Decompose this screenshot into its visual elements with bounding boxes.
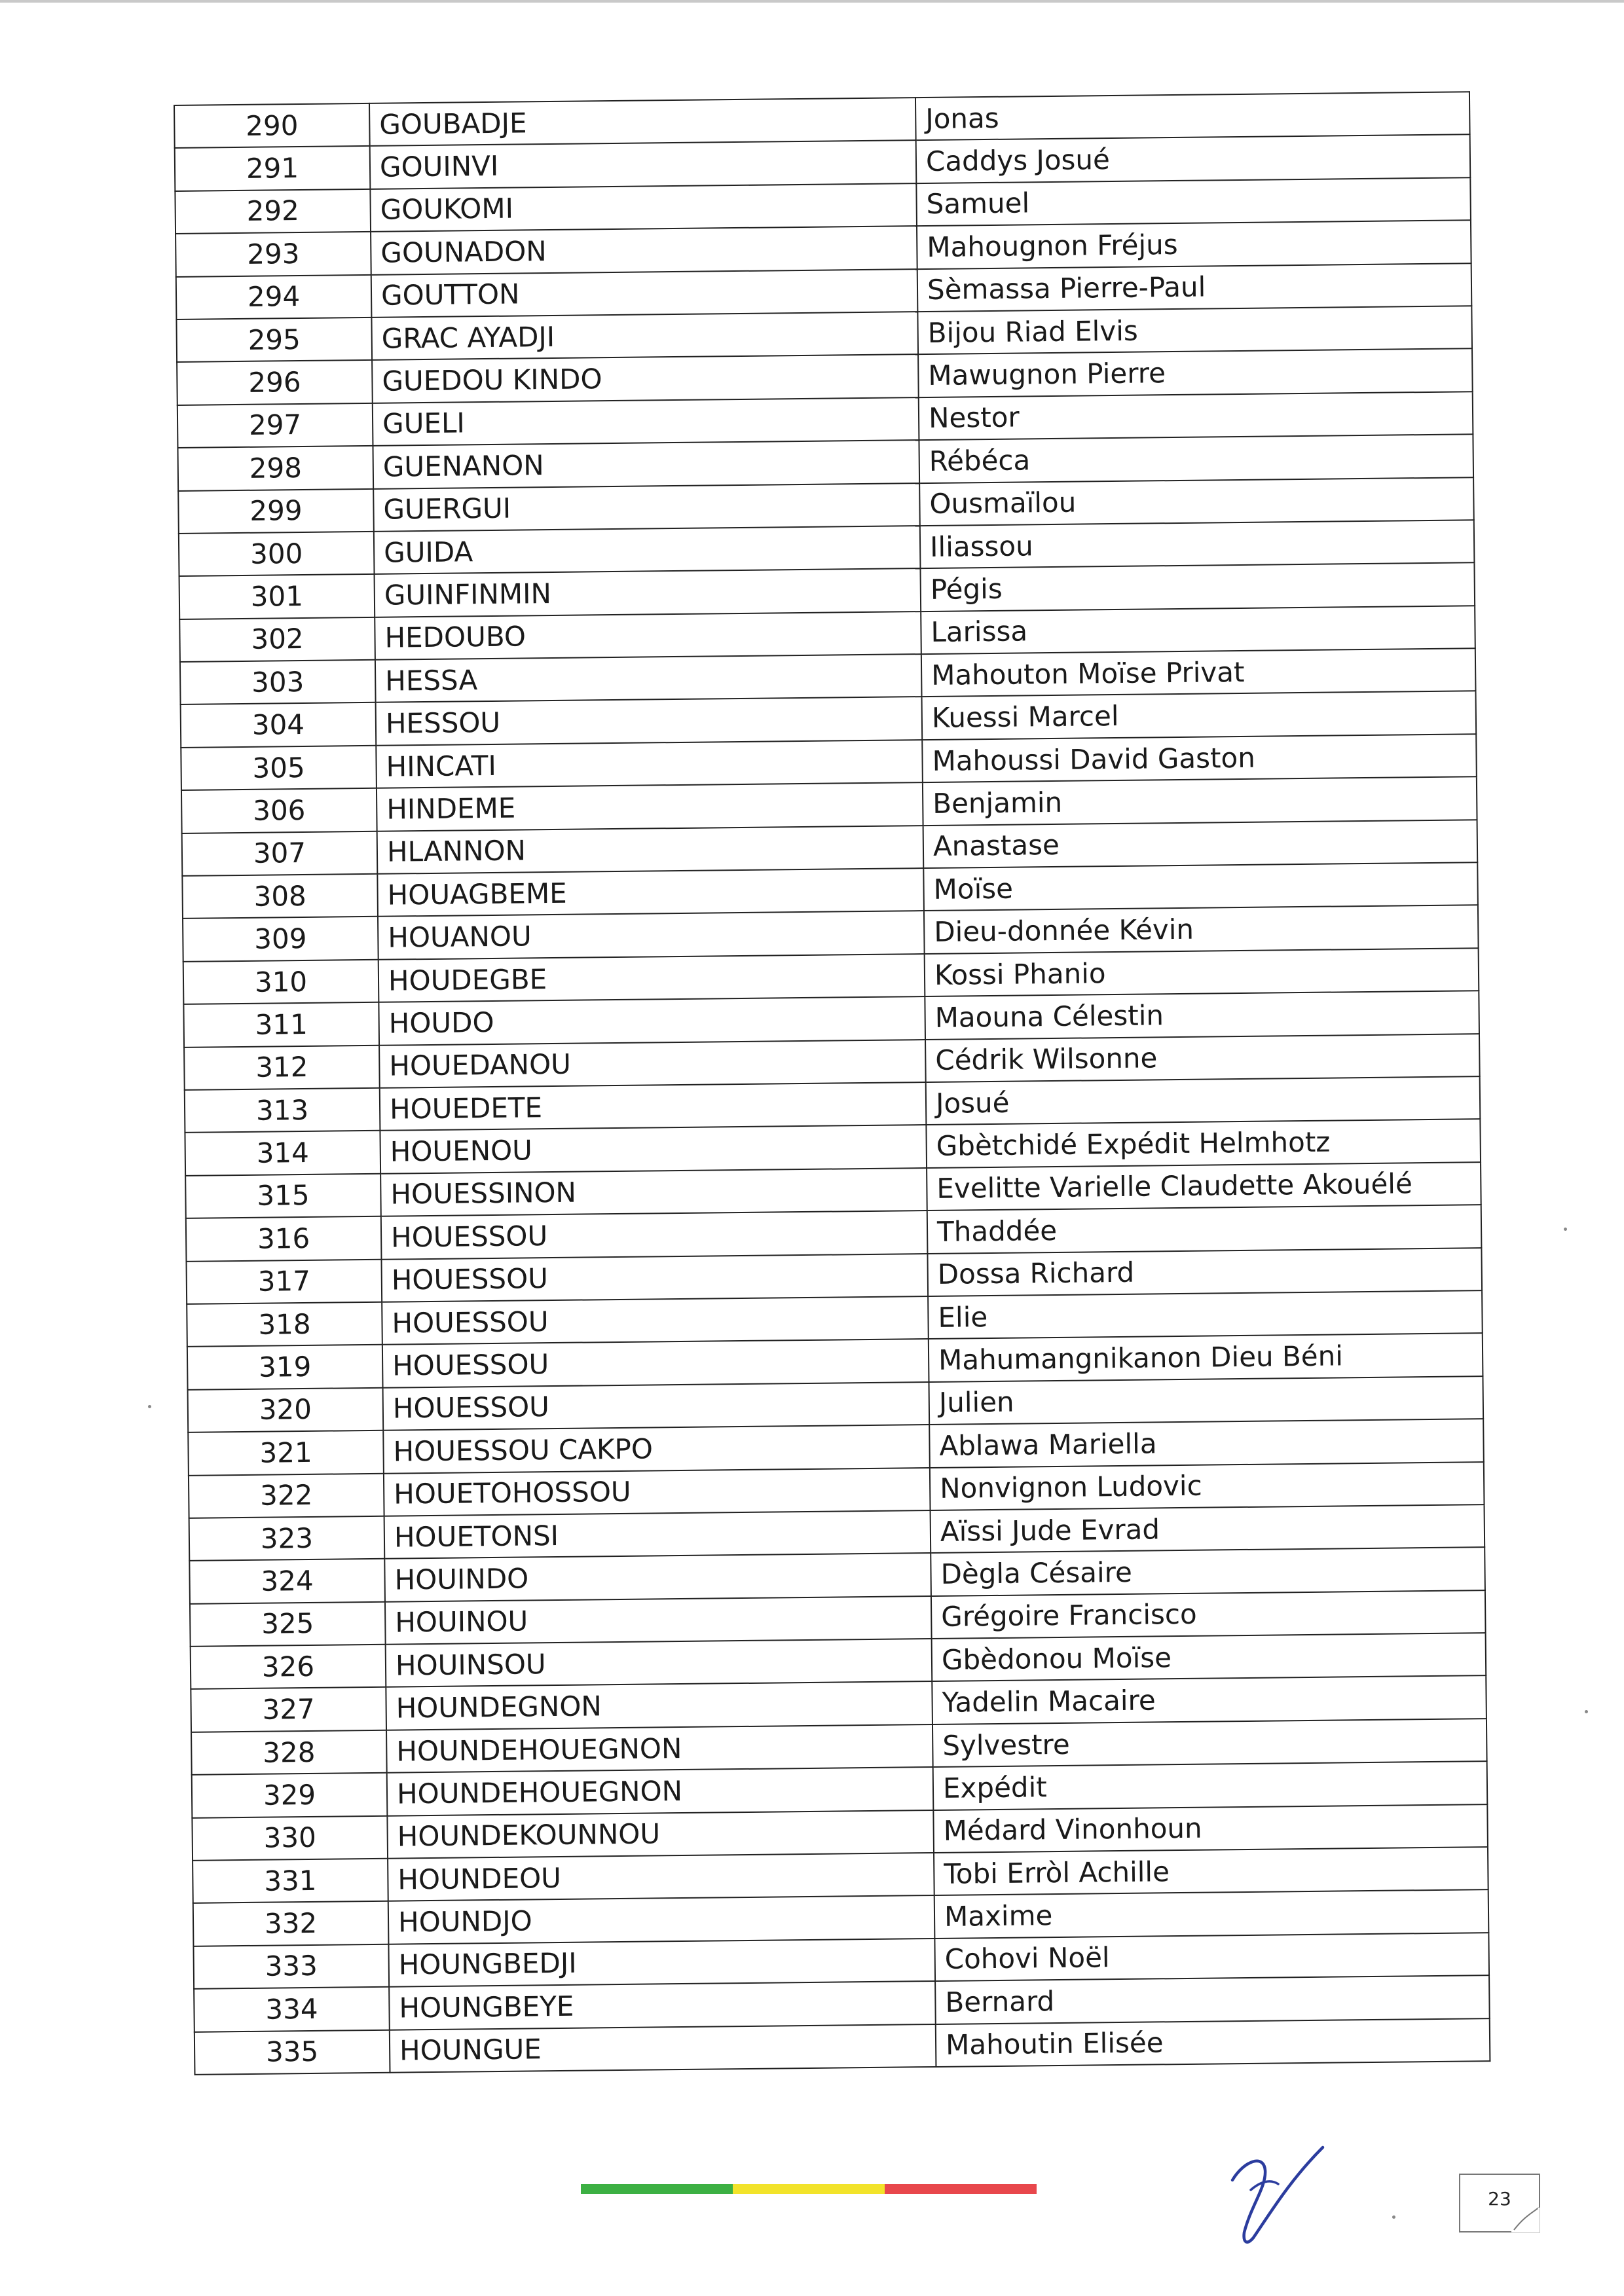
last-name-cell: HOUESSOU	[382, 1296, 929, 1345]
entry-number-cell: 323	[189, 1516, 385, 1561]
first-names-cell: Maouna Célestin	[925, 991, 1479, 1039]
first-names-cell: Mawugnon Pierre	[918, 349, 1473, 397]
first-names-cell: Pégis	[920, 563, 1475, 611]
first-names-cell: Dossa Richard	[927, 1248, 1482, 1296]
flag-green-stripe	[581, 2184, 733, 2194]
first-names-cell: Sylvestre	[932, 1719, 1487, 1767]
first-names-cell: Caddys Josué	[916, 135, 1471, 183]
entry-number-cell: 334	[194, 1987, 390, 2032]
first-names-cell: Cohovi Noël	[934, 1933, 1489, 1981]
scan-speck	[1564, 1228, 1567, 1231]
entry-number-cell: 330	[192, 1815, 388, 1861]
entry-number-cell: 325	[190, 1601, 386, 1647]
first-names-cell: Kuessi Marcel	[922, 691, 1477, 740]
last-name-cell: GOUINVI	[370, 141, 917, 189]
signature-initials	[1225, 2141, 1329, 2252]
entry-number-cell: 309	[183, 917, 378, 962]
page-number: 23	[1488, 2188, 1511, 2210]
last-name-cell: GUEDOU KINDO	[372, 354, 919, 403]
last-name-cell: GUENANON	[373, 440, 919, 488]
last-name-cell: GOUNADON	[371, 226, 917, 274]
entry-number-cell: 300	[179, 532, 375, 577]
first-names-cell: Nonvignon Ludovic	[930, 1462, 1485, 1510]
first-names-cell: Jonas	[915, 92, 1470, 140]
first-names-cell: Bijou Riad Elvis	[917, 306, 1472, 354]
first-names-cell: Elie	[928, 1290, 1483, 1339]
last-name-cell: HOUNGBEDJI	[388, 1939, 935, 1987]
entry-number-cell: 297	[177, 403, 373, 448]
first-names-cell: Mahumangnikanon Dieu Béni	[929, 1334, 1483, 1382]
last-name-cell: HOUNDEHOUEGNON	[386, 1724, 933, 1773]
flag-yellow-stripe	[733, 2184, 885, 2194]
first-names-cell: Kossi Phanio	[925, 948, 1479, 996]
last-name-cell: HESSOU	[376, 697, 923, 746]
first-names-cell: Rébéca	[919, 434, 1473, 483]
first-names-cell: Maxime	[934, 1890, 1489, 1939]
entry-number-cell: 308	[182, 874, 378, 919]
last-name-cell: HOUESSOU	[382, 1339, 929, 1387]
entry-number-cell: 296	[177, 360, 373, 405]
last-name-cell: HINDEME	[377, 782, 923, 831]
first-names-cell: Mahoutin Elisée	[936, 2018, 1490, 2067]
first-names-cell: Ablawa Mariella	[929, 1419, 1484, 1467]
first-names-cell: Ousmaïlou	[919, 477, 1474, 526]
last-name-cell: HOUDEGBE	[378, 954, 925, 1002]
first-names-cell: Evelitte Varielle Claudette Akouélé	[927, 1162, 1481, 1211]
entry-number-cell: 315	[185, 1174, 381, 1219]
last-name-cell: HOUNGUE	[390, 2024, 936, 2073]
last-name-cell: HOUNDJO	[388, 1895, 935, 1944]
last-name-cell: HINCATI	[376, 740, 923, 788]
first-names-cell: Larissa	[921, 606, 1475, 654]
first-names-cell: Sèmassa Pierre-Paul	[917, 263, 1472, 312]
last-name-cell: HOUENOU	[380, 1125, 927, 1173]
last-name-cell: HOUNDEGNON	[386, 1681, 932, 1730]
entry-number-cell: 291	[175, 146, 371, 191]
entry-number-cell: 302	[179, 617, 375, 663]
first-names-cell: Dieu-donnée Kévin	[924, 905, 1479, 954]
last-name-cell: GUINFINMIN	[375, 568, 921, 617]
entry-number-cell: 312	[184, 1045, 380, 1090]
entry-number-cell: 292	[175, 189, 371, 234]
flag-red-stripe	[885, 2184, 1037, 2194]
first-names-cell: Gbèdonou Moïse	[932, 1633, 1486, 1681]
entry-number-cell: 310	[183, 960, 379, 1005]
entry-number-cell: 313	[185, 1088, 380, 1133]
first-names-cell: Mahougnon Fréjus	[917, 220, 1471, 268]
entry-number-cell: 290	[174, 103, 370, 149]
entry-number-cell: 335	[194, 2030, 390, 2075]
first-names-cell: Bernard	[935, 1975, 1490, 2024]
entry-number-cell: 294	[176, 274, 372, 319]
entry-number-cell: 332	[193, 1901, 389, 1946]
last-name-cell: HOUESSOU CAKPO	[383, 1425, 930, 1473]
entry-number-cell: 320	[188, 1387, 384, 1432]
scan-speck	[1585, 1710, 1588, 1713]
first-names-cell: Nestor	[919, 392, 1473, 440]
last-name-cell: GUIDA	[374, 526, 921, 574]
first-names-cell: Aïssi Jude Evrad	[931, 1504, 1485, 1553]
first-names-cell: Dègla Césaire	[931, 1547, 1485, 1595]
first-names-cell: Grégoire Francisco	[931, 1590, 1486, 1639]
last-name-cell: GUELI	[373, 397, 919, 446]
entry-number-cell: 304	[181, 702, 377, 748]
entry-number-cell: 306	[181, 788, 377, 833]
page-curl-icon	[1510, 2206, 1540, 2232]
entry-number-cell: 321	[188, 1430, 384, 1476]
entry-number-cell: 319	[187, 1345, 383, 1390]
entry-number-cell: 311	[183, 1002, 379, 1048]
last-name-cell: HOUINDO	[384, 1553, 931, 1601]
last-name-cell: HOUETOHOSSOU	[384, 1468, 931, 1516]
first-names-cell: Expédit	[933, 1761, 1488, 1810]
entry-number-cell: 326	[191, 1645, 386, 1690]
scan-speck	[148, 1405, 151, 1408]
last-name-cell: HOUESSOU	[381, 1211, 928, 1259]
last-name-cell: HOUETONSI	[384, 1510, 931, 1559]
scan-speck	[1392, 2215, 1395, 2219]
first-names-cell: Médard Vinonhoun	[933, 1804, 1488, 1853]
last-name-cell: HOUAGBEME	[377, 868, 924, 917]
last-name-cell: GOUBADJE	[369, 98, 916, 146]
last-name-cell: HESSA	[375, 654, 922, 702]
national-flag-bar	[581, 2184, 1037, 2194]
last-name-cell: HOUESSINON	[380, 1168, 927, 1216]
last-name-cell: HOUNDEOU	[388, 1853, 934, 1901]
entry-number-cell: 318	[187, 1302, 382, 1347]
first-names-cell: Cédrik Wilsonne	[925, 1034, 1480, 1082]
last-name-cell: HOUEDETE	[380, 1082, 927, 1131]
entry-number-cell: 299	[178, 488, 374, 534]
last-name-cell: HOUNGBEYE	[389, 1981, 936, 2030]
entry-number-cell: 331	[193, 1859, 388, 1904]
last-name-cell: HOUDO	[378, 996, 925, 1045]
page-number-box	[1459, 2174, 1540, 2232]
entry-number-cell: 328	[191, 1730, 387, 1776]
entry-number-cell: 307	[182, 831, 378, 876]
first-names-cell: Mahouton Moïse Privat	[921, 648, 1476, 697]
entry-number-cell: 322	[189, 1473, 384, 1518]
last-name-cell: GRAC AYADJI	[371, 312, 918, 360]
last-name-cell: HOUINSOU	[386, 1639, 932, 1687]
last-name-cell: HOUESSOU	[381, 1254, 928, 1302]
first-names-cell: Josué	[926, 1076, 1481, 1125]
entry-number-cell: 314	[185, 1131, 380, 1176]
first-names-cell: Samuel	[916, 177, 1471, 226]
last-name-cell: HEDOUBO	[375, 611, 921, 660]
first-names-cell: Benjamin	[923, 776, 1477, 825]
first-names-cell: Iliassou	[920, 520, 1475, 568]
entry-number-cell: 317	[186, 1259, 382, 1304]
entry-number-cell: 303	[180, 660, 376, 705]
last-name-cell: HOUNDEHOUEGNON	[387, 1767, 934, 1815]
last-name-cell: HLANNON	[377, 826, 924, 874]
entry-number-cell: 329	[192, 1773, 388, 1818]
entry-number-cell: 316	[186, 1216, 382, 1262]
last-name-cell: HOUESSOU	[383, 1382, 930, 1430]
first-names-cell: Tobi Erròl Achille	[934, 1847, 1488, 1895]
entry-number-cell: 301	[179, 574, 375, 619]
entry-number-cell: 293	[175, 232, 371, 277]
scan-edge	[0, 0, 1624, 3]
first-names-cell: Gbètchidé Expédit Helmhotz	[926, 1120, 1481, 1168]
last-name-cell: GOUKOMI	[370, 183, 917, 232]
first-names-cell: Mahoussi David Gaston	[922, 734, 1477, 782]
first-names-cell: Julien	[929, 1376, 1483, 1425]
last-name-cell: HOUANOU	[378, 911, 925, 959]
entry-number-cell: 298	[177, 446, 373, 491]
first-names-cell: Anastase	[923, 820, 1478, 868]
last-name-cell: GOUTTON	[371, 269, 918, 318]
entry-number-cell: 333	[193, 1944, 389, 1990]
last-name-cell: HOUINOU	[385, 1596, 932, 1645]
last-name-cell: HOUEDANOU	[379, 1040, 926, 1088]
candidate-list-table	[174, 91, 1490, 2075]
entry-number-cell: 327	[191, 1687, 386, 1732]
first-names-cell: Thaddée	[927, 1205, 1482, 1253]
entry-number-cell: 324	[189, 1559, 385, 1604]
first-names-cell: Moïse	[923, 862, 1478, 911]
last-name-cell: HOUNDEKOUNNOU	[387, 1810, 934, 1859]
entry-number-cell: 305	[181, 746, 377, 791]
candidate-list-body	[174, 92, 1490, 2075]
last-name-cell: GUERGUI	[373, 483, 920, 532]
first-names-cell: Yadelin Macaire	[932, 1676, 1486, 1724]
entry-number-cell: 295	[176, 318, 372, 363]
